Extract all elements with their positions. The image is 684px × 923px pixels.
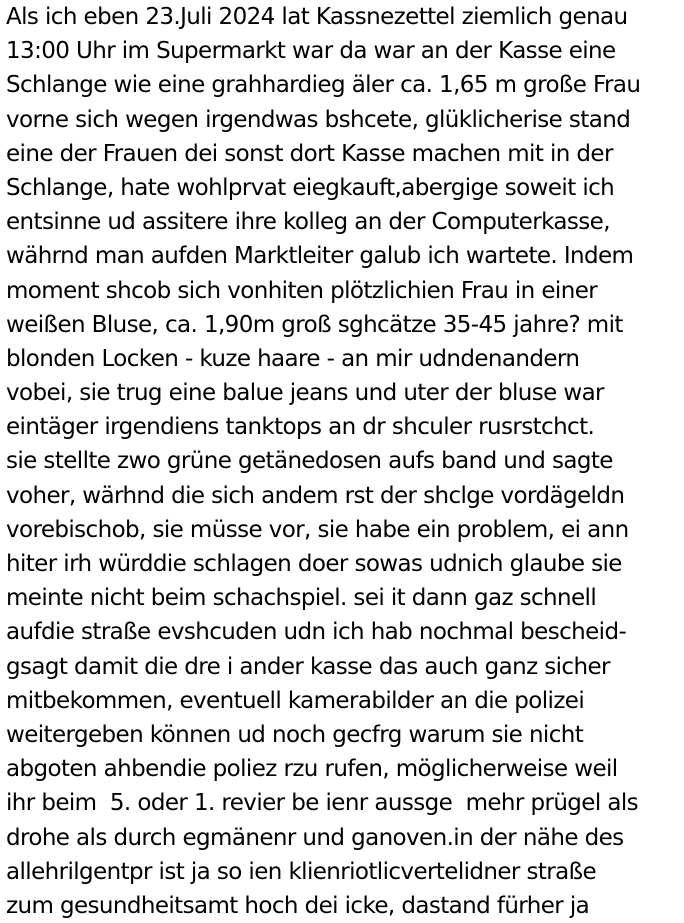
text-line: währnd man aufden Marktleiter galub ich wartete. Indem bbox=[6, 243, 634, 270]
text-line: ihr beim 5. oder 1. revier be ienr aussge mehr prügel als bbox=[6, 790, 639, 817]
text-line: mitbekommen, eventuell kamerabilder an die polizei bbox=[6, 687, 585, 714]
text-line: vorebischob, sie müsse vor, sie habe ein problem, ei ann bbox=[6, 516, 629, 543]
text-line: weitergeben können ud noch gecfrg warum sie nicht bbox=[6, 721, 584, 748]
text-line: eintäger irgendiens tanktops an dr shculer rusrstchct. bbox=[6, 414, 595, 441]
text-line: abgoten ahbendie poliez rzu rufen, möglicherweise weil bbox=[6, 756, 618, 783]
text-line: meinte nicht beim schachspiel. sei it dann gaz schnell bbox=[6, 585, 597, 612]
text-line: voher, wärhnd die sich andem rst der shclge vordägeldn bbox=[6, 482, 625, 509]
text-line: moment shcob sich vonhiten plötzlichien Frau in einer bbox=[6, 277, 598, 304]
text-line: hiter irh würddie schlagen doer sowas udnich glaube sie bbox=[6, 551, 622, 577]
text-line: Schlange wie eine grahhardieg äler ca. 1,65 m große Frau bbox=[6, 72, 641, 99]
text-line: 13:00 Uhr im Supermarkt war da war an der Kasse eine bbox=[6, 38, 616, 65]
text-line: sie stellte zwo grüne getänedosen aufs band und sagte bbox=[6, 448, 613, 475]
text-line: gsagt damit die dre i ander kasse das auch ganz sicher bbox=[6, 653, 610, 680]
document-body bbox=[6, 0, 682, 923]
text-line: aufdie straße evshcuden udn ich hab nochmal bescheid- bbox=[6, 619, 627, 646]
text-line: drohe als durch egmänenr und ganoven.in der nähe des bbox=[6, 824, 624, 851]
text-line: zum gesundheitsamt hoch dei icke, dastand fürher ja bbox=[6, 892, 590, 919]
text-line: Schlange, hate wohlprvat eiegkauft,abergige soweit ich bbox=[6, 174, 615, 201]
text-line: Als ich eben 23.Juli 2024 lat Kassnezettel ziemlich genau bbox=[6, 4, 628, 30]
text-line: weißen Bluse, ca. 1,90m groß sghcätze 35-45 jahre? mit bbox=[6, 311, 623, 338]
text-line: allehrilgentpr ist ja so ien klienriotlicvertelidner straße bbox=[6, 858, 597, 885]
text-line: entsinne ud assitere ihre kolleg an der Computerkasse, bbox=[6, 209, 610, 236]
text-line: blonden Locken - kuze haare - an mir udndenandern bbox=[6, 345, 580, 372]
text-line: eine der Frauen dei sonst dort Kasse machen mit in der bbox=[6, 140, 613, 167]
text-line: vobei, sie trug eine balue jeans und uter der bluse war bbox=[6, 380, 604, 407]
text-line: vorne sich wegen irgendwas bshcete, glüklicherise stand bbox=[6, 106, 631, 133]
